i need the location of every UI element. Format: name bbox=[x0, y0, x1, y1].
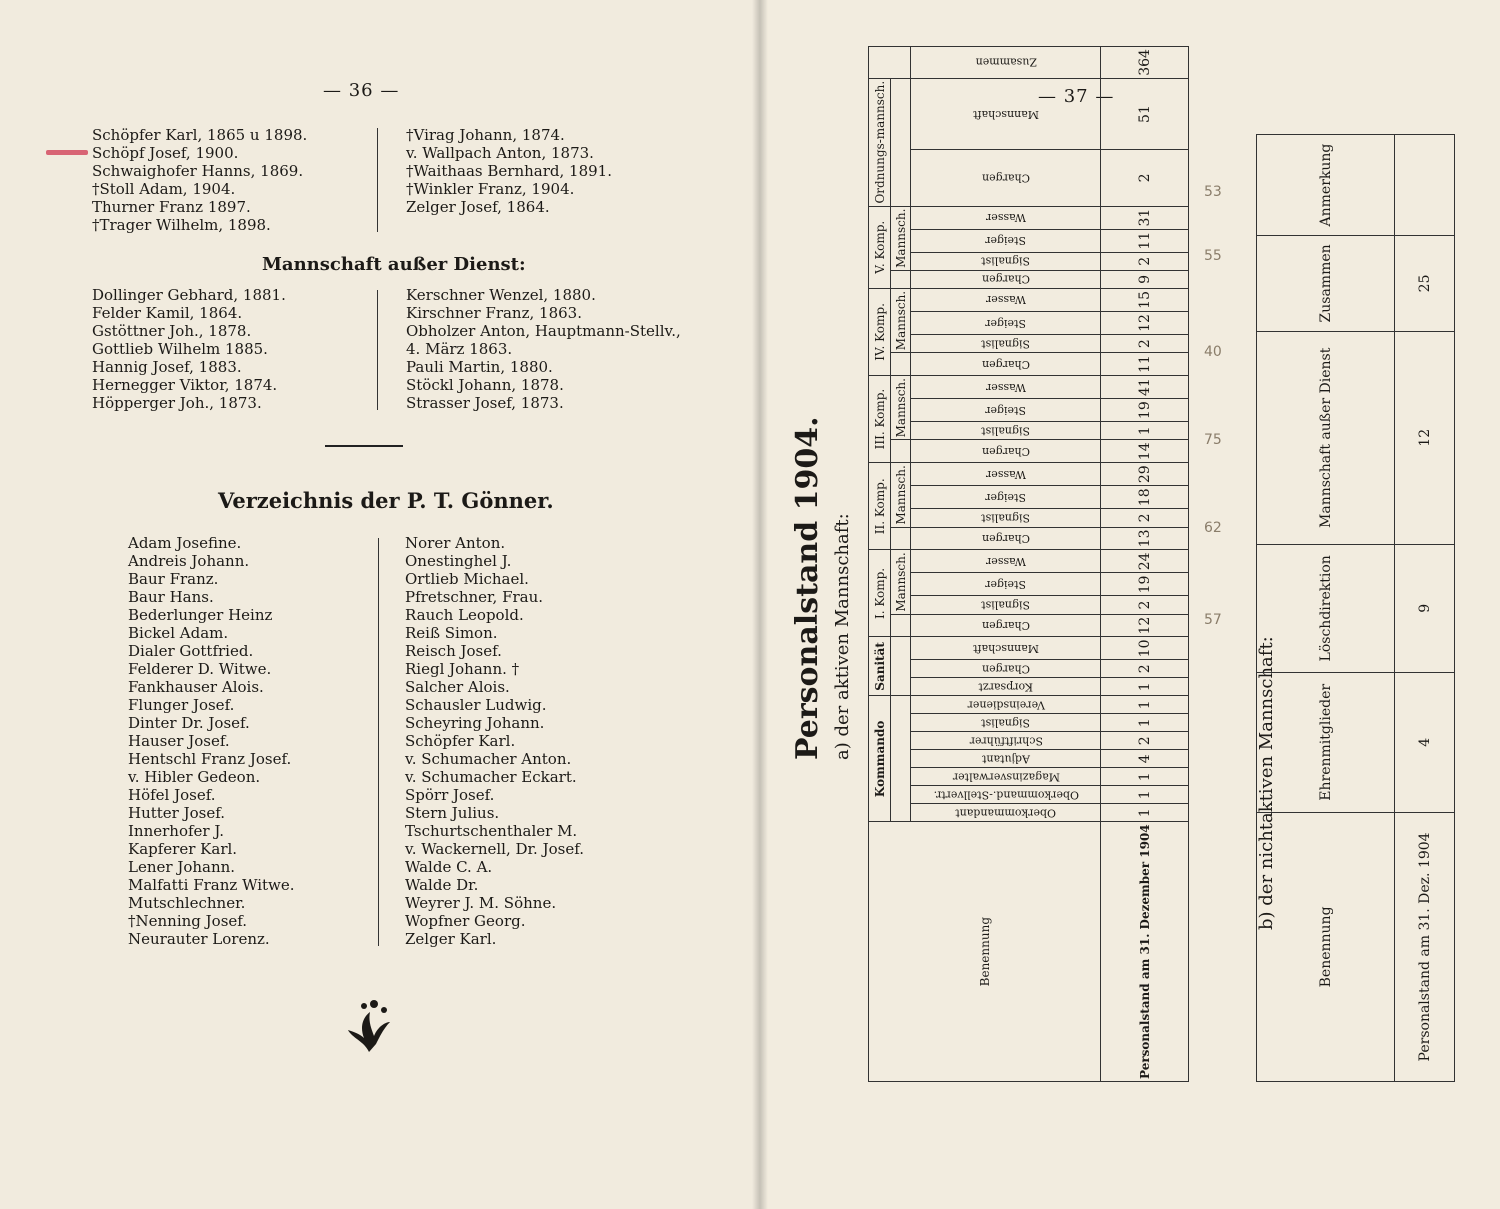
mannschaft-subheader: Mannsch. bbox=[891, 206, 911, 270]
inactive-column-header: Zusammen bbox=[1257, 236, 1395, 332]
value-cell: 14 bbox=[1101, 440, 1189, 463]
value-cell: 10 bbox=[1101, 637, 1189, 660]
value-cell: 4 bbox=[1101, 750, 1189, 768]
mannschaft-subheader: Mannsch. bbox=[891, 288, 911, 352]
value-cell: 1 bbox=[1101, 804, 1189, 822]
blank-subheader bbox=[891, 353, 911, 376]
goenner-entry: Zelger Karl. bbox=[405, 930, 497, 948]
goenner-entry: Reisch Josef. bbox=[405, 642, 502, 660]
goenner-entry: Salcher Alois. bbox=[405, 678, 510, 696]
goenner-entry: Ortlieb Michael. bbox=[405, 570, 529, 588]
blank-subheader bbox=[891, 440, 911, 463]
mannschaft-entry: Kerschner Wenzel, 1880. bbox=[406, 286, 596, 304]
column-header: Signalist bbox=[911, 252, 1101, 270]
value-cell: 2 bbox=[1101, 596, 1189, 614]
goenner-entry: Neurauter Lorenz. bbox=[128, 930, 270, 948]
red-pencil-mark bbox=[46, 150, 88, 155]
column-header: Signalist bbox=[911, 714, 1101, 732]
column-header: Steiger bbox=[911, 486, 1101, 509]
inactive-column-header: Anmerkung bbox=[1257, 135, 1395, 236]
pencil-note: 57 bbox=[1204, 612, 1222, 628]
goenner-entry: Fankhauser Alois. bbox=[128, 678, 264, 696]
goenner-entry: v. Wackernell, Dr. Josef. bbox=[405, 840, 584, 858]
goenner-entry: Lener Johann. bbox=[128, 858, 236, 876]
value-cell: 2 bbox=[1101, 252, 1189, 270]
value-cell: 1 bbox=[1101, 696, 1189, 714]
mannschaft-entry: Hannig Josef, 1883. bbox=[92, 358, 242, 376]
names-list-top-left bbox=[92, 126, 307, 234]
mannschaft-entry: 4. März 1863. bbox=[406, 340, 513, 358]
goenner-entry: Pfretschner, Frau. bbox=[405, 588, 544, 606]
goenner-entry: Schausler Ludwig. bbox=[405, 696, 547, 714]
zusammen-top bbox=[869, 47, 911, 79]
goenner-entry: Walde C. A. bbox=[405, 858, 493, 876]
title: Personalstand 1904. bbox=[790, 416, 825, 760]
goenner-entry: Adam Josefine. bbox=[128, 534, 242, 552]
name-entry: Schwaighofer Hanns, 1869. bbox=[92, 162, 304, 180]
name-entry: v. Wallpach Anton, 1873. bbox=[406, 144, 594, 162]
value-cell: 364 bbox=[1101, 47, 1189, 79]
blank-subheader bbox=[891, 270, 911, 288]
goenner-entry: Baur Hans. bbox=[128, 588, 214, 606]
column-header: Chargen bbox=[911, 527, 1101, 550]
goenner-entry: Dialer Gottfried. bbox=[128, 642, 254, 660]
benennung-header: Benennung bbox=[869, 822, 1101, 1082]
blank-subheader bbox=[891, 637, 911, 696]
column-header: Steiger bbox=[911, 229, 1101, 252]
value-cell: 31 bbox=[1101, 206, 1189, 229]
goenner-entry: Andreis Johann. bbox=[128, 552, 250, 570]
pencil-note: 75 bbox=[1204, 432, 1222, 448]
value-cell: 11 bbox=[1101, 229, 1189, 252]
name-entry: †Virag Johann, 1874. bbox=[406, 126, 565, 144]
value-cell: 1 bbox=[1101, 422, 1189, 440]
value-cell: 15 bbox=[1101, 288, 1189, 311]
goenner-entry: Spörr Josef. bbox=[405, 786, 495, 804]
name-entry: Schöpfer Karl, 1865 u 1898. bbox=[92, 126, 308, 144]
blank-subheader bbox=[891, 78, 911, 206]
goenner-entry: Flunger Josef. bbox=[128, 696, 235, 714]
column-divider bbox=[377, 290, 378, 410]
value-cell: 2 bbox=[1101, 150, 1189, 206]
column-header: Chargen bbox=[911, 614, 1101, 637]
value-cell: 2 bbox=[1101, 660, 1189, 678]
column-header: Oberkommand.-Stellvertr. bbox=[911, 786, 1101, 804]
goenner-entry: Bickel Adam. bbox=[128, 624, 229, 642]
inactive-value-cell bbox=[1395, 135, 1455, 236]
mannschaft-entry: Felder Kamil, 1864. bbox=[92, 304, 243, 322]
goenner-entry: Hutter Josef. bbox=[128, 804, 226, 822]
value-cell: 1 bbox=[1101, 714, 1189, 732]
name-entry: †Waithaas Bernhard, 1891. bbox=[406, 162, 612, 180]
goenner-entry: Stern Julius. bbox=[405, 804, 500, 822]
blank-subheader bbox=[891, 527, 911, 550]
goenner-entry: †Nenning Josef. bbox=[128, 912, 248, 930]
value-cell: 19 bbox=[1101, 573, 1189, 596]
goenner-list-left bbox=[128, 534, 295, 948]
name-entry: Schöpf Josef, 1900. bbox=[92, 144, 239, 162]
value-cell: 2 bbox=[1101, 335, 1189, 353]
value-cell: 1 bbox=[1101, 768, 1189, 786]
goenner-entry: Innerhofer J. bbox=[128, 822, 224, 840]
goenner-entry: Scheyring Johann. bbox=[405, 714, 545, 732]
blank-subheader bbox=[891, 614, 911, 637]
value-cell: 12 bbox=[1101, 614, 1189, 637]
inactive-column-header: Löschdirektion bbox=[1257, 544, 1395, 672]
row-label-inactive: Personalstand am 31. Dez. 1904 bbox=[1395, 812, 1455, 1081]
pencil-note: 55 bbox=[1204, 248, 1222, 264]
goenner-entry: Weyrer J. M. Söhne. bbox=[405, 894, 557, 912]
column-header: Chargen bbox=[911, 660, 1101, 678]
goenner-entry: Onestinghel J. bbox=[405, 552, 512, 570]
group-komp-1: I. Komp. bbox=[869, 550, 891, 637]
column-header: Adjutant bbox=[911, 750, 1101, 768]
page-37 bbox=[760, 0, 1500, 1209]
inactive-column-header: Benennung bbox=[1257, 812, 1395, 1081]
value-cell: 12 bbox=[1101, 311, 1189, 334]
column-header: Mannschaft bbox=[911, 78, 1101, 149]
page-number: — 36 — bbox=[323, 80, 400, 101]
mannschaft-subheader: Mannsch. bbox=[891, 376, 911, 440]
column-header: Wasser bbox=[911, 550, 1101, 573]
column-header: Oberkommandant bbox=[911, 804, 1101, 822]
pencil-note: 53 bbox=[1204, 184, 1222, 200]
column-header: Signalist bbox=[911, 422, 1101, 440]
mannschaft-entry: Hernegger Viktor, 1874. bbox=[92, 376, 278, 394]
column-header: Chargen bbox=[911, 440, 1101, 463]
goenner-entry: Rauch Leopold. bbox=[405, 606, 524, 624]
inactive-value-cell: 9 bbox=[1395, 544, 1455, 672]
column-header: Vereinsdiener bbox=[911, 696, 1101, 714]
goenner-entry: v. Schumacher Eckart. bbox=[405, 768, 577, 786]
mannschaft-subheader: Mannsch. bbox=[891, 550, 911, 614]
goenner-entry: Riegl Johann. † bbox=[405, 660, 520, 678]
goenner-entry: Bederlunger Heinz bbox=[128, 606, 273, 624]
group-kommando: Kommando bbox=[869, 696, 891, 822]
column-header: Chargen bbox=[911, 353, 1101, 376]
goenner-entry: Reiß Simon. bbox=[405, 624, 498, 642]
active-personnel-table bbox=[868, 46, 1189, 1082]
column-header: Steiger bbox=[911, 311, 1101, 334]
pencil-note: 40 bbox=[1204, 344, 1222, 360]
value-cell: 2 bbox=[1101, 732, 1189, 750]
goenner-entry: Norer Anton. bbox=[405, 534, 506, 552]
subtitle-active: a) der aktiven Mannschaft: bbox=[832, 513, 853, 760]
name-entry: Thurner Franz 1897. bbox=[92, 198, 251, 216]
section-rule bbox=[325, 445, 403, 447]
mannschaft-entry: Höpperger Joh., 1873. bbox=[92, 394, 262, 412]
goenner-entry: Wopfner Georg. bbox=[405, 912, 526, 930]
goenner-entry: v. Schumacher Anton. bbox=[405, 750, 572, 768]
value-cell: 2 bbox=[1101, 509, 1189, 527]
value-cell: 13 bbox=[1101, 527, 1189, 550]
column-header: Steiger bbox=[911, 399, 1101, 422]
subtitle-inactive: b) der nichtaktiven Mannschaft: bbox=[1256, 636, 1277, 930]
name-entry: Zelger Josef, 1864. bbox=[406, 198, 550, 216]
mannschaft-entry: Stöckl Johann, 1878. bbox=[406, 376, 564, 394]
page-number: — 37 — bbox=[1038, 86, 1115, 107]
inactive-value-cell: 12 bbox=[1395, 331, 1455, 544]
goenner-entry: Dinter Dr. Josef. bbox=[128, 714, 250, 732]
column-header: Signalist bbox=[911, 509, 1101, 527]
value-cell: 19 bbox=[1101, 399, 1189, 422]
column-header: Chargen bbox=[911, 150, 1101, 206]
value-cell: 1 bbox=[1101, 786, 1189, 804]
mannschaft-subheader: Mannsch. bbox=[891, 463, 911, 527]
column-divider bbox=[377, 128, 378, 232]
mannschaft-list-right bbox=[406, 286, 681, 412]
goenner-entry: Schöpfer Karl. bbox=[405, 732, 516, 750]
mannschaft-entry: Dollinger Gebhard, 1881. bbox=[92, 286, 286, 304]
row-label-active: Personalstand am 31. Dezember 1904 bbox=[1101, 822, 1189, 1082]
goenner-entry: Tschurtschenthaler M. bbox=[405, 822, 578, 840]
value-cell: 51 bbox=[1101, 78, 1189, 149]
pencil-note: 62 bbox=[1204, 520, 1222, 536]
mannschaft-entry: Strasser Josef, 1873. bbox=[406, 394, 564, 412]
goenner-entry: Walde Dr. bbox=[405, 876, 479, 894]
goenner-entry: Höfel Josef. bbox=[128, 786, 216, 804]
inactive-value-cell: 25 bbox=[1395, 236, 1455, 332]
column-header: Mannschaft bbox=[911, 637, 1101, 660]
group-komp-5: V. Komp. bbox=[869, 206, 891, 288]
value-cell: 18 bbox=[1101, 486, 1189, 509]
mannschaft-entry: Gstöttner Joh., 1878. bbox=[92, 322, 252, 340]
mannschaft-heading: Mannschaft außer Dienst: bbox=[262, 254, 526, 275]
value-cell: 41 bbox=[1101, 376, 1189, 399]
column-header: Signalist bbox=[911, 335, 1101, 353]
group-komp-2: II. Komp. bbox=[869, 463, 891, 550]
inactive-value-cell: 4 bbox=[1395, 672, 1455, 812]
goenner-entry: Malfatti Franz Witwe. bbox=[128, 876, 295, 894]
mannschaft-entry: Pauli Martin, 1880. bbox=[406, 358, 553, 376]
mannschaft-entry: Gottlieb Wilhelm 1885. bbox=[92, 340, 268, 358]
goenner-list-right bbox=[405, 534, 584, 948]
goenner-entry: v. Hibler Gedeon. bbox=[128, 768, 261, 786]
column-header: Korpsarzt bbox=[911, 678, 1101, 696]
name-entry: †Stoll Adam, 1904. bbox=[92, 180, 236, 198]
column-divider bbox=[378, 538, 379, 946]
value-cell: 9 bbox=[1101, 270, 1189, 288]
group-komp-3: III. Komp. bbox=[869, 376, 891, 463]
column-header: Chargen bbox=[911, 270, 1101, 288]
goenner-entry: Kapferer Karl. bbox=[128, 840, 238, 858]
column-header: Schriftführer bbox=[911, 732, 1101, 750]
floral-ornament bbox=[344, 996, 394, 1054]
value-cell: 11 bbox=[1101, 353, 1189, 376]
column-header: Signalist bbox=[911, 596, 1101, 614]
name-entry: †Winkler Franz, 1904. bbox=[406, 180, 575, 198]
book-gutter bbox=[752, 0, 768, 1209]
blank-subheader bbox=[891, 696, 911, 822]
name-entry: †Trager Wilhelm, 1898. bbox=[92, 216, 271, 234]
inactive-column-header: Ehrenmitglieder bbox=[1257, 672, 1395, 812]
goenner-entry: Mutschlechner. bbox=[128, 894, 246, 912]
column-header: Wasser bbox=[911, 206, 1101, 229]
mannschaft-list-left bbox=[92, 286, 286, 412]
group-komp-4: IV. Komp. bbox=[869, 288, 891, 375]
column-header: Magazinsverwalter bbox=[911, 768, 1101, 786]
column-header: Steiger bbox=[911, 573, 1101, 596]
names-list-top-right bbox=[406, 126, 612, 216]
goenner-entry: Baur Franz. bbox=[128, 570, 219, 588]
value-cell: 29 bbox=[1101, 463, 1189, 486]
goenner-entry: Hauser Josef. bbox=[128, 732, 230, 750]
column-header: Wasser bbox=[911, 288, 1101, 311]
group-sanitaet: Sanität bbox=[869, 637, 891, 696]
goenner-entry: Hentschl Franz Josef. bbox=[128, 750, 292, 768]
value-cell: 24 bbox=[1101, 550, 1189, 573]
column-header: Wasser bbox=[911, 376, 1101, 399]
column-header: Zusammen bbox=[911, 47, 1101, 79]
group-ordnungsmannschaft: Ordnungs-mannsch. bbox=[869, 78, 891, 206]
mannschaft-entry: Kirschner Franz, 1863. bbox=[406, 304, 582, 322]
goenner-heading: Verzeichnis der P. T. Gönner. bbox=[218, 488, 554, 513]
column-header: Wasser bbox=[911, 463, 1101, 486]
inactive-personnel-table bbox=[1256, 134, 1455, 1082]
mannschaft-entry: Obholzer Anton, Hauptmann-Stellv., bbox=[406, 322, 681, 340]
goenner-entry: Felderer D. Witwe. bbox=[128, 660, 272, 678]
inactive-column-header: Mannschaft außer Dienst bbox=[1257, 331, 1395, 544]
value-cell: 1 bbox=[1101, 678, 1189, 696]
